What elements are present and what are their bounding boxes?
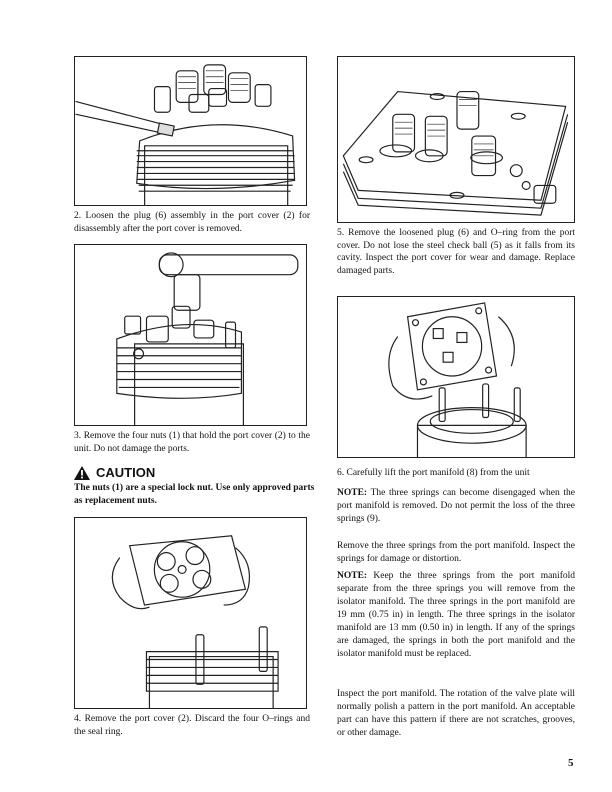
figure-loosen-plug bbox=[74, 56, 307, 206]
caution-label: CAUTION bbox=[96, 465, 156, 480]
caption-step-2: 2. Loosen the plug (6) assembly in the port cover (2) for disassembly after the port cover is removed. bbox=[74, 211, 310, 234]
caution-heading bbox=[74, 465, 155, 480]
note-springs-disengaged bbox=[337, 487, 575, 526]
page-number: 5 bbox=[568, 757, 574, 769]
figure-port-manifold bbox=[337, 296, 575, 458]
note-text: Keep the three springs from the port manifold separate from the three springs you will remove from the isolator manifold. The three springs in the port manifold are 19 mm (0.75 in) in length. The three springs in the isolator manifold are 13 mm (0.50 in) in length. If any of the springs are damaged, the springs in both the port manifold and the isolator manifold must be replaced. bbox=[337, 571, 575, 659]
caution-text: The nuts (1) are a special lock nut. Use only approved parts as replacement nuts. bbox=[74, 483, 315, 506]
paragraph-remove-springs: Remove the three springs from the port manifold. Inspect the springs for damage or distortion. bbox=[337, 541, 575, 564]
note-keep-springs-separate bbox=[337, 570, 575, 661]
figure-remove-port-cover bbox=[74, 517, 307, 709]
illustration-screwdriver-plug bbox=[75, 57, 306, 205]
caption-step-5: 5. Remove the loosened plug (6) and O–ring from the port cover. Do not lose the steel check ball (5) as it falls from its cavity. Inspect the port cover for wear and damage. Replace damaged parts. bbox=[337, 228, 575, 276]
note-text: The three springs can become disengaged when the port manifold is removed. Do not permit the loss of the three springs (9). bbox=[337, 488, 575, 524]
illustration-hands-port-cover bbox=[75, 518, 306, 708]
warning-triangle-icon bbox=[74, 466, 90, 480]
note-label: NOTE: bbox=[337, 488, 368, 498]
caption-step-4: 4. Remove the port cover (2). Discard the four O–rings and the seal ring. bbox=[74, 714, 310, 737]
illustration-wrench-nuts bbox=[75, 245, 306, 425]
caption-step-6: 6. Carefully lift the port manifold (8) from the unit bbox=[337, 468, 530, 478]
note-label: NOTE: bbox=[337, 571, 368, 581]
illustration-port-manifold-lift bbox=[338, 297, 574, 457]
paragraph-inspect-manifold: Inspect the port manifold. The rotation of the valve plate will normally polish a pattern in the port manifold. An acceptable part can have this pattern if there are not scratches, grooves, or other damage. bbox=[337, 689, 575, 738]
illustration-port-cover-top bbox=[338, 57, 574, 222]
figure-remove-nuts bbox=[74, 244, 307, 426]
figure-port-cover-plug bbox=[337, 56, 575, 223]
caption-step-3: 3. Remove the four nuts (1) that hold the port cover (2) to the unit. Do not damage the ports. bbox=[74, 431, 310, 454]
